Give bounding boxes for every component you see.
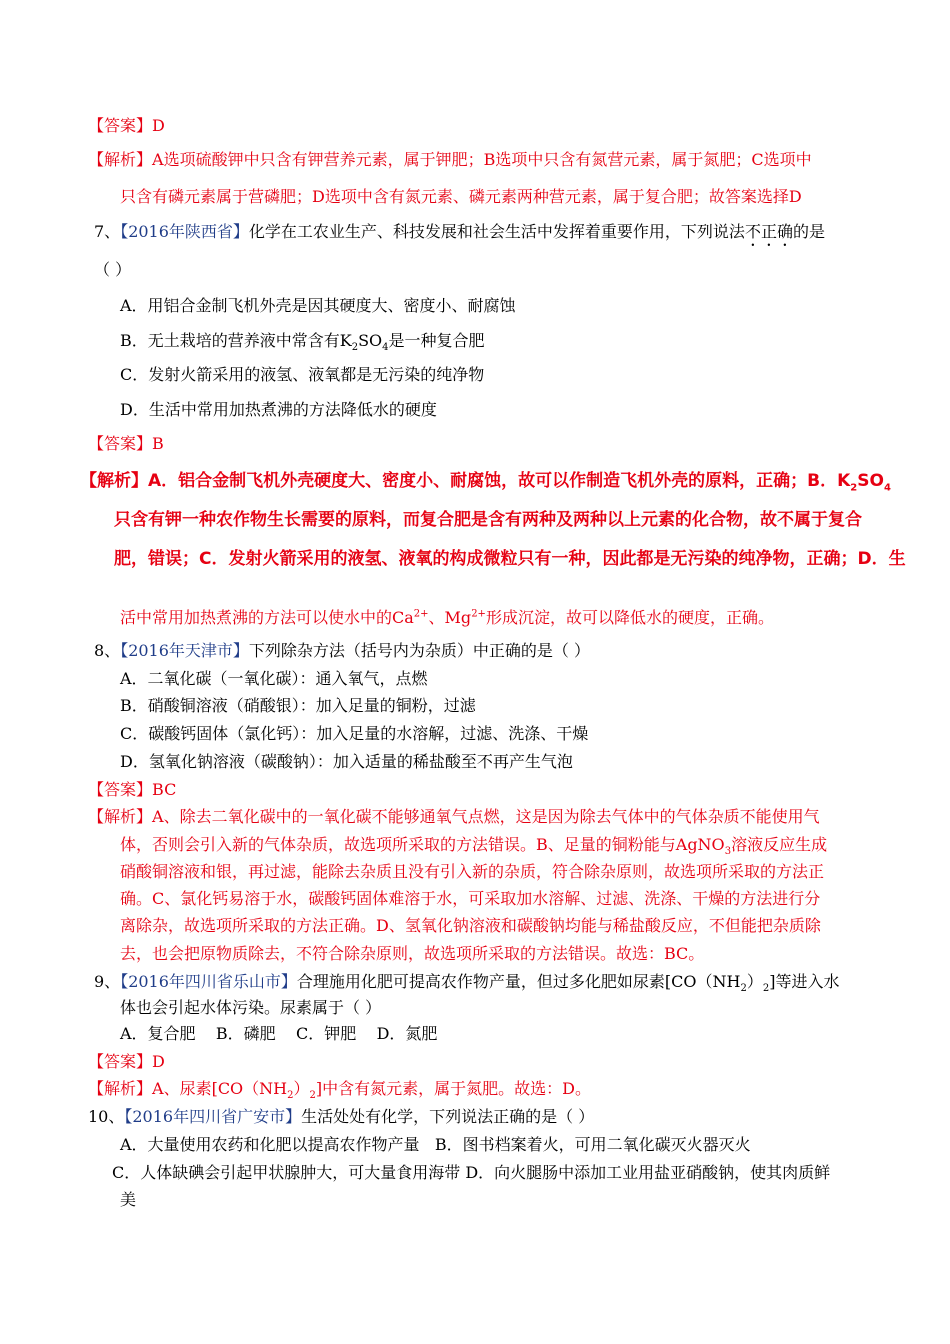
subscript: 4 (883, 482, 891, 494)
analysis-tag: 【解析】 (88, 807, 153, 826)
question-number: 7、 (94, 222, 121, 241)
analysis-text: 形成沉淀，故可以降低水的硬度，正确。 (485, 608, 774, 627)
q7-stem (94, 221, 825, 250)
q8-analysis-line-2 (120, 834, 827, 856)
q7-option-d: D．生活中常用加热煮沸的方法降低水的硬度 (120, 400, 437, 419)
q7-option-a: A．用铝合金制飞机外壳是因其硬度大、密度小、耐腐蚀 (120, 296, 516, 315)
stem-text: 下列除杂方法（括号内为杂质）中正确的是（ ） (248, 641, 591, 660)
superscript: 2+ (471, 608, 486, 620)
analysis-tag: 【解析】 (80, 471, 148, 491)
analysis-text: ） (293, 1079, 310, 1098)
option-text: B．无土栽培的营养液中常含有K (120, 331, 352, 350)
q9-answer-line (88, 1051, 165, 1073)
q7-answer-line (88, 433, 164, 455)
q8-answer-line (88, 779, 176, 801)
stem-text: 生活处处有化学，下列说法正确的是（ ） (301, 1107, 595, 1126)
q10-stem (88, 1106, 594, 1128)
q8-analysis-line-3: 硝酸铜溶液和银，再过滤，能除去杂质且没有引入新的杂质，符合除杂原则，故选项所采取的方法正 (120, 862, 825, 881)
stem-text-end: 的是 (792, 222, 825, 241)
stem-text: ） (746, 972, 763, 991)
q7-analysis-line-2: 只含有钾一种农作物生长需要的原料，而复合肥是含有两种及两种以上元素的化合物，故不属于复合 (114, 510, 862, 530)
q8-analysis-line-5: 离除杂，故选项所采取的方法正确。D、氢氧化钠溶液和碳酸钠均能与稀盐酸反应，不但能把杂质除 (120, 916, 821, 935)
question-number: 9、 (94, 972, 121, 991)
q6-analysis-line-1 (88, 149, 812, 171)
analysis-text: A．铝合金制飞机外壳硬度大、密度小、耐腐蚀，故可以作制造飞机外壳的原料，正确；B．K (148, 471, 851, 491)
question-source: 【2016年四川省广安市】 (124, 1107, 302, 1126)
analysis-tag: 【解析】 (88, 150, 153, 169)
stem-emphasis: 不正确 (744, 222, 793, 241)
subscript: 2 (740, 983, 747, 995)
q7-option-b (120, 330, 485, 352)
q8-option-b: B．硝酸铜溶液（硝酸银）：加入足量的铜粉，过滤 (120, 696, 476, 715)
subscript: 2 (351, 342, 359, 354)
q9-stem (94, 971, 840, 993)
q8-stem (94, 640, 590, 662)
q7-option-c: C．发射火箭采用的液氢、液氧都是无污染的纯净物 (120, 365, 485, 384)
question-number: 8、 (94, 641, 121, 660)
subscript: 2 (287, 1090, 294, 1102)
analysis-text: 活中常用加热煮沸的方法可以使水中的Ca (120, 608, 414, 627)
question-number: 10、 (88, 1107, 125, 1126)
q8-analysis-line-4: 确。C、氯化钙易溶于水，碳酸钙固体难溶于水，可采取加水溶解、过滤、洗涤、干燥的方法进行分 (120, 889, 821, 908)
answer-tag: 【答案】 (88, 434, 153, 453)
q7-analysis-line-4 (120, 607, 774, 629)
subscript: 3 (724, 846, 732, 858)
q6-answer-line (88, 115, 165, 137)
q10-options-line-1: A．大量使用农药和化肥以提高农作物产量 B．图书档案着火，可用二氧化碳灭火器灭火 (120, 1135, 751, 1154)
answer-tag: 【答案】 (88, 780, 153, 799)
subscript: 2 (850, 482, 858, 494)
question-source: 【2016年天津市】 (120, 641, 249, 660)
superscript: 2+ (413, 608, 429, 620)
question-source: 【2016年四川省乐山市】 (120, 972, 297, 991)
q8-option-a: A．二氧化碳（一氧化碳）：通入氧气，点燃 (120, 669, 428, 688)
analysis-text: SO (857, 471, 884, 491)
analysis-text: ]中含有氮元素，属于氮肥。故选：D。 (315, 1079, 591, 1098)
q8-analysis-line-6: 去，也会把原物质除去，不符合除杂原则，故选项所采取的方法错误。故选：BC。 (120, 944, 705, 963)
stem-text: ]等进入水 (769, 972, 840, 991)
stem-text: 化学在工农业生产、科技发展和社会生活中发挥着重要作用，下列说法 (248, 222, 745, 241)
analysis-text: 体，否则会引入新的气体杂质，故选项所采取的方法错误。B、足量的铜粉能与AgNO (120, 835, 725, 854)
analysis-text: A选项硫酸钾中只含有钾营养元素，属于钾肥；B选项中只含有氮营元素，属于氮肥；C选项中 (152, 150, 812, 169)
answer-value: BC (152, 780, 177, 799)
q6-analysis-line-2: 只含有磷元素属于营磷肥；D选项中含有氮元素、磷元素两种营元素，属于复合肥；故答案选择D (120, 187, 802, 206)
q8-option-d: D．氢氧化钠溶液（碳酸钠）：加入适量的稀盐酸至不再产生气泡 (120, 752, 573, 771)
subscript: 4 (382, 342, 389, 354)
analysis-text: 溶液反应生成 (731, 835, 828, 854)
analysis-tag: 【解析】 (88, 1079, 153, 1098)
stem-text: 合理施用化肥可提高农作物产量，但过多化肥如尿素[CO（NH (296, 972, 741, 991)
answer-value: B (152, 434, 164, 453)
subscript: 2 (309, 1090, 316, 1102)
q8-analysis-line-1 (88, 806, 820, 828)
answer-tag: 【答案】 (88, 116, 153, 135)
q9-options: A．复合肥 B．磷肥 C．钾肥 D．氮肥 (120, 1024, 438, 1043)
q7-analysis-line-3: 肥，错误；C．发射火箭采用的液氢、液氧的构成微粒只有一种，因此都是无污染的纯净物，正确；D．生 (114, 549, 906, 569)
analysis-text: A、除去二氧化碳中的一氧化碳不能够通氧气点燃，这是因为除去气体中的气体杂质不能使用气 (152, 807, 820, 826)
analysis-text: 、Mg (428, 608, 472, 627)
q10-options-line-2: C．人体缺碘会引起甲状腺肿大，可大量食用海带 D．向火腿肠中添加工业用盐亚硝酸钠，使其肉质鲜 (112, 1163, 831, 1182)
analysis-text: A、尿素[CO（NH (152, 1079, 288, 1098)
option-text: 是一种复合肥 (388, 331, 485, 350)
option-text: SO (358, 331, 383, 350)
q10-options-line-3: 美 (120, 1190, 137, 1209)
answer-value: D (152, 1052, 165, 1071)
answer-value: D (152, 116, 165, 135)
subscript: 2 (762, 983, 770, 995)
q9-stem-line-2: 体也会引起水体污染。尿素属于（ ） (120, 998, 382, 1017)
q8-option-c: C．碳酸钙固体（氯化钙）：加入足量的水溶解，过滤、洗涤、干燥 (120, 724, 589, 743)
question-source: 【2016年陕西省】 (120, 222, 249, 241)
answer-tag: 【答案】 (88, 1052, 153, 1071)
q9-analysis-line (88, 1078, 591, 1100)
q7-analysis-line-1 (80, 470, 891, 492)
q7-paren: （ ） (94, 260, 132, 279)
